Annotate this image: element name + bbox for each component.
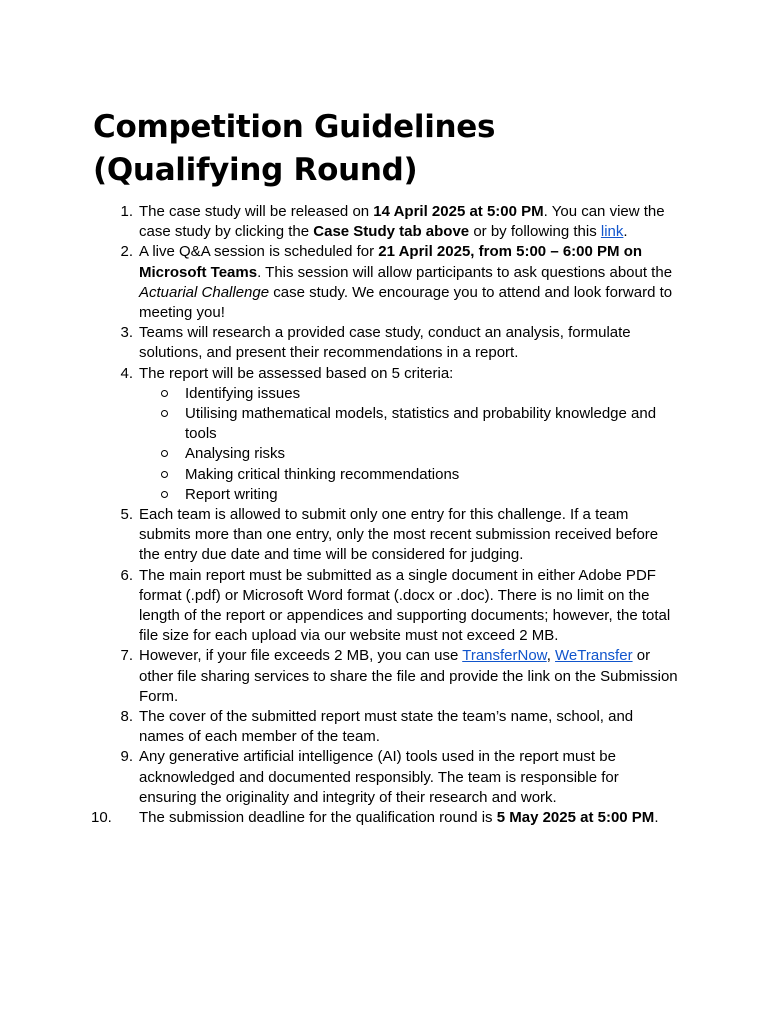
list-item-6: 6. The main report must be submitted as a single document in either Adobe PDF format (.pdf) or Microsoft Word format (.docx or .doc). There is no limit on the length of the report or appendices and supporting documents; however, the total file size for each upload via our website must not exceed 2 MB. xyxy=(139,566,679,647)
case-study-link[interactable]: link xyxy=(600,223,624,241)
list-item-10: 10. The submission deadline for the qualification round is 5 May 2025 at 5:00 PM. xyxy=(139,808,679,828)
item-number: 5. xyxy=(120,506,133,524)
list-item-4: 4. The report will be assessed based on 5 criteria: Identifying issues Utilising mathematical models, statistics and probability knowledge and tools Analysing risks Making critical thinking recommendations Report writing xyxy=(139,364,679,505)
item-number: 2. xyxy=(120,243,133,261)
item-number: 10. xyxy=(91,809,112,827)
bullet-icon xyxy=(161,471,168,478)
item-number: 7. xyxy=(120,647,133,665)
list-item-5: 5. Each team is allowed to submit only one entry for this challenge. If a team submits more than one entry, only the most recent submission received before the entry due date and time will be considered for judging. xyxy=(139,505,679,566)
criteria-list xyxy=(139,384,679,505)
item-number: 9. xyxy=(120,748,133,766)
criteria-item: Analysing risks xyxy=(185,444,679,464)
bullet-icon xyxy=(161,491,168,498)
title-line-2: (Qualifying Round) xyxy=(93,152,418,188)
list-item-7: 7. However, if your file exceeds 2 MB, you can use TransferNow, WeTransfer or other file sharing services to share the file and provide the link on the Submission Form. xyxy=(139,646,679,707)
item-number: 6. xyxy=(120,566,133,584)
title-line-1: Competition Guidelines xyxy=(93,109,496,145)
item-number: 3. xyxy=(120,324,133,342)
list-item-2: 2. A live Q&A session is scheduled for 21 April 2025, from 5:00 – 6:00 PM on Microsoft Teams. This session will allow participants to ask questions about the Actuarial Challenge case study. We encourage you to attend and look forward to meeting you! xyxy=(139,242,679,323)
criteria-item: Utilising mathematical models, statistics and probability knowledge and tools xyxy=(185,404,679,444)
list-item-8: 8. The cover of the submitted report must state the team’s name, school, and names of each member of the team. xyxy=(139,707,679,747)
list-item-1: 1. The case study will be released on 14 April 2025 at 5:00 PM. You can view the case study by clicking the Case Study tab above or by following this link. xyxy=(139,202,679,242)
page-title xyxy=(93,106,693,192)
bullet-icon xyxy=(161,450,168,457)
transfernow-link[interactable]: TransferNow xyxy=(462,647,547,665)
wetransfer-link[interactable]: WeTransfer xyxy=(555,647,633,665)
criteria-item: Report writing xyxy=(185,485,679,505)
criteria-item: Making critical thinking recommendations xyxy=(185,465,679,485)
item-number: 8. xyxy=(120,708,133,726)
bullet-icon xyxy=(161,390,168,397)
bullet-icon xyxy=(161,410,168,417)
item-number: 4. xyxy=(120,364,133,382)
guidelines-list xyxy=(91,202,679,828)
criteria-item: Identifying issues xyxy=(185,384,679,404)
list-item-9: 9. Any generative artificial intelligence (AI) tools used in the report must be acknowledged and documented responsibly. The team is responsible for ensuring the originality and integrity of their research and work. xyxy=(139,747,679,808)
item-number: 1. xyxy=(120,203,133,220)
list-item-3: 3. Teams will research a provided case study, conduct an analysis, formulate solutions, and present their recommendations in a report. xyxy=(139,323,679,363)
